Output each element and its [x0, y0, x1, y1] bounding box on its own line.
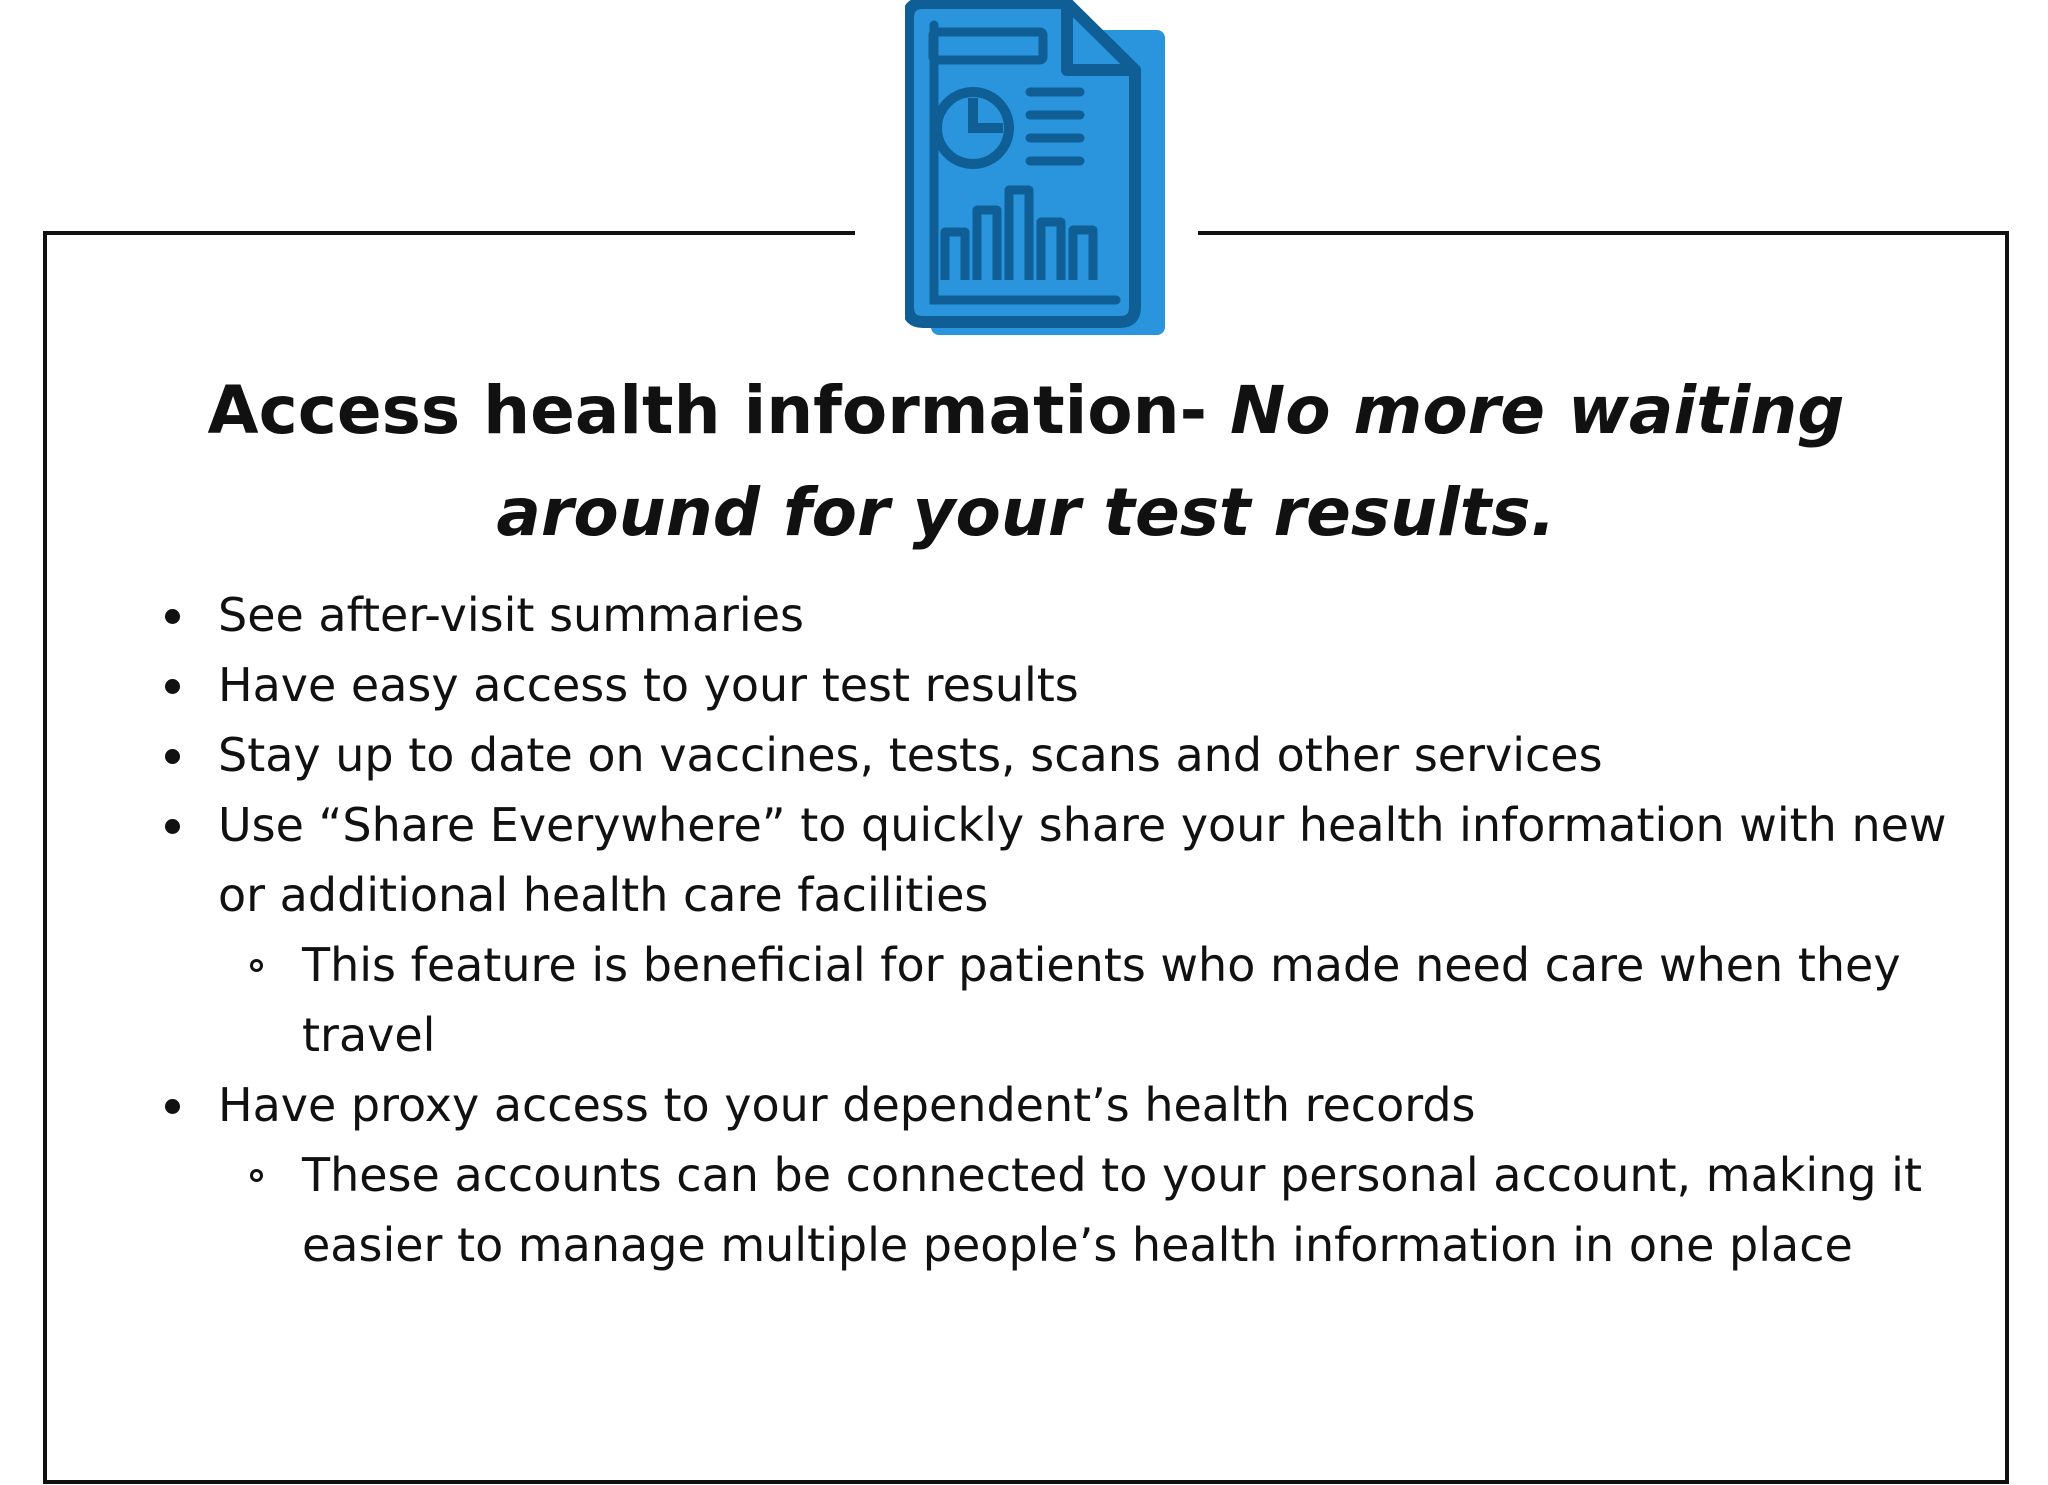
section-heading	[90, 360, 1962, 564]
list-item: Stay up to date on vaccines, tests, scans and other services	[150, 720, 1950, 790]
heading-bold-text: Access health information-	[207, 372, 1207, 449]
list-item: Have easy access to your test results	[150, 650, 1950, 720]
list-item: Use “Share Everywhere” to quickly share your health information with new or additional health care facilities	[150, 790, 1950, 930]
report-document-icon	[905, 0, 1165, 335]
sub-list-item: This feature is beneficial for patients who made need care when they travel	[150, 930, 1950, 1070]
list-item: See after-visit summaries	[150, 580, 1950, 650]
list-item: Have proxy access to your dependent’s health records	[150, 1070, 1950, 1140]
feature-list	[150, 580, 1950, 1280]
sub-list-item: These accounts can be connected to your personal account, making it easier to manage multiple people’s health information in one place	[150, 1140, 1950, 1280]
heading-italic-text: No more waiting around for your test results.	[496, 372, 1845, 551]
